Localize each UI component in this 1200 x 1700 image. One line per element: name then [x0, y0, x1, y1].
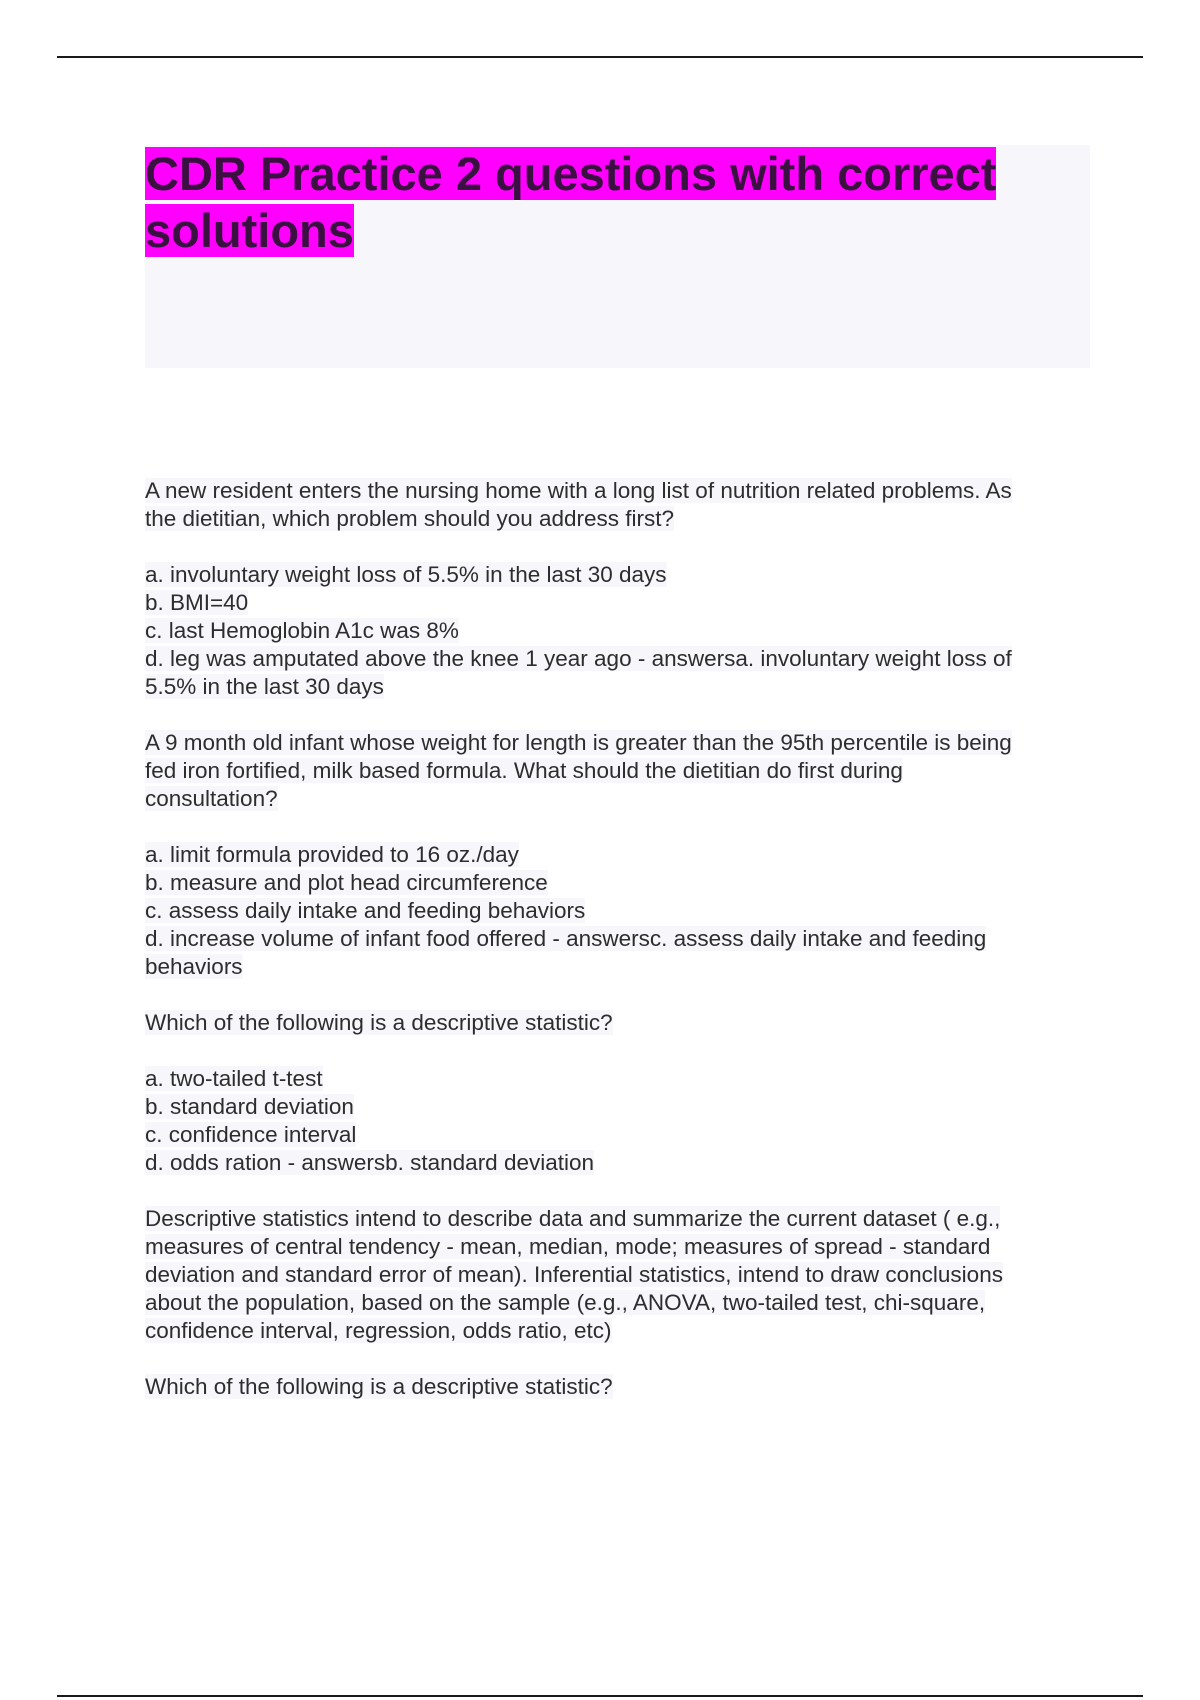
- text-line: the dietitian, which problem should you address first?: [145, 506, 675, 531]
- option-a: a. two-tailed t-test: [145, 1066, 323, 1091]
- question-1-stem: [145, 477, 1090, 533]
- bottom-divider: [57, 1695, 1143, 1697]
- option-c: c. last Hemoglobin A1c was 8%: [145, 618, 459, 643]
- document-body: [145, 477, 1090, 1429]
- text-line: Which of the following is a descriptive statistic?: [145, 1374, 613, 1399]
- option-b: b. standard deviation: [145, 1094, 354, 1119]
- text-line: measures of central tendency - mean, median, mode; measures of spread - standard: [145, 1234, 991, 1259]
- text-line: Which of the following is a descriptive statistic?: [145, 1010, 613, 1035]
- option-b: b. BMI=40: [145, 590, 249, 615]
- answer-continuation: behaviors: [145, 954, 243, 979]
- title-highlight: CDR Practice 2 questions with correct solutions: [145, 147, 997, 257]
- text-line: deviation and standard error of mean). Inferential statistics, intend to draw conclusions: [145, 1262, 1003, 1287]
- text-line: fed iron fortified, milk based formula. What should the dietitian do first during: [145, 758, 903, 783]
- text-line: confidence interval, regression, odds ratio, etc): [145, 1318, 612, 1343]
- option-c: c. assess daily intake and feeding behaviors: [145, 898, 586, 923]
- answer-continuation: 5.5% in the last 30 days: [145, 674, 384, 699]
- text-line: Descriptive statistics intend to describe data and summarize the current dataset ( e.g.,: [145, 1206, 1001, 1231]
- option-b: b. measure and plot head circumference: [145, 870, 548, 895]
- question-2-stem: [145, 729, 1090, 813]
- text-line: about the population, based on the sample (e.g., ANOVA, two-tailed test, chi-square,: [145, 1290, 986, 1315]
- document-title: [145, 145, 1045, 259]
- option-a: a. involuntary weight loss of 5.5% in the last 30 days: [145, 562, 667, 587]
- option-d-with-answer: d. leg was amputated above the knee 1 year ago - answersa. involuntary weight loss of: [145, 646, 1012, 671]
- text-line: consultation?: [145, 786, 278, 811]
- option-c: c. confidence interval: [145, 1122, 357, 1147]
- question-3-options: [145, 1065, 1090, 1177]
- option-a: a. limit formula provided to 16 oz./day: [145, 842, 519, 867]
- top-divider: [57, 56, 1143, 58]
- text-line: A 9 month old infant whose weight for length is greater than the 95th percentile is being: [145, 730, 1012, 755]
- explanation-paragraph: [145, 1205, 1090, 1345]
- option-d-with-answer: d. increase volume of infant food offered - answersc. assess daily intake and feeding: [145, 926, 987, 951]
- question-2-options: [145, 841, 1090, 981]
- question-4-stem: [145, 1373, 1090, 1401]
- title-block: [145, 145, 1090, 368]
- text-line: A new resident enters the nursing home with a long list of nutrition related problems. As: [145, 478, 1012, 503]
- question-3-stem: [145, 1009, 1090, 1037]
- option-d-with-answer: d. odds ration - answersb. standard deviation: [145, 1150, 595, 1175]
- question-1-options: [145, 561, 1090, 701]
